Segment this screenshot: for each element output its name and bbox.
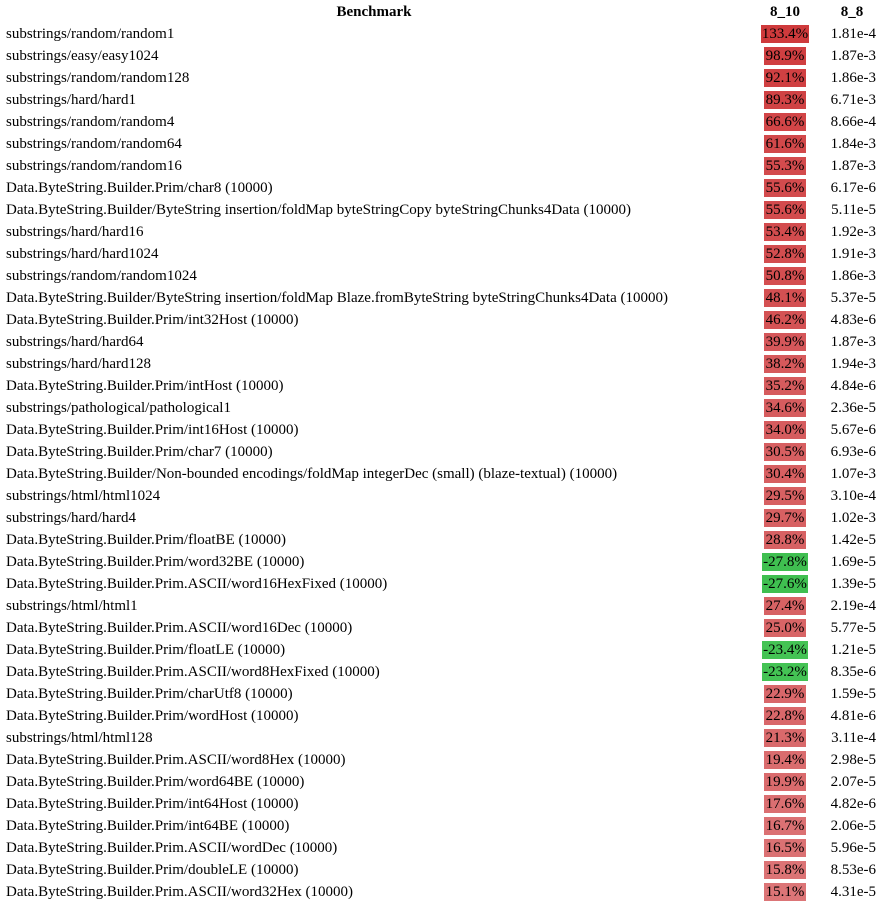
table-row [4, 112, 878, 132]
ratio-cell [746, 266, 824, 286]
ratio-cell [746, 310, 824, 330]
ratio-cell [746, 68, 824, 88]
table-row [4, 794, 878, 814]
table-row [4, 772, 878, 792]
base-time: 5.96e-5 [830, 840, 876, 856]
benchmark-name: Data.ByteString.Builder.Prim/int16Host (10000) [6, 422, 299, 438]
ratio-cell [746, 618, 824, 638]
ratio-cell [746, 772, 824, 792]
ratio-badge: 28.8% [765, 532, 805, 548]
ratio-badge: 98.9% [765, 48, 805, 64]
header-base: 8_8 [840, 3, 864, 20]
benchmark-name: Data.ByteString.Builder.Prim/word32BE (10000) [6, 554, 305, 570]
ratio-badge: 15.8% [765, 862, 805, 878]
ratio-cell [746, 288, 824, 308]
base-time: 2.98e-5 [830, 752, 876, 768]
benchmark-name: substrings/html/html1 [6, 598, 138, 614]
table-row [4, 618, 878, 638]
ratio-badge: 22.9% [765, 686, 805, 702]
base-time: 5.67e-6 [830, 422, 876, 438]
ratio-cell [746, 332, 824, 352]
ratio-badge: 66.6% [765, 114, 805, 130]
ratio-badge: 25.0% [765, 620, 805, 636]
benchmark-name: substrings/hard/hard4 [6, 510, 136, 526]
base-time: 1.86e-3 [830, 70, 876, 86]
ratio-badge: 16.7% [765, 818, 805, 834]
table-row [4, 46, 878, 66]
base-time: 1.87e-3 [830, 158, 876, 174]
ratio-badge: 17.6% [765, 796, 805, 812]
ratio-cell [746, 90, 824, 110]
ratio-cell [746, 156, 824, 176]
benchmark-name: Data.ByteString.Builder.Prim.ASCII/word8Hex (10000) [6, 752, 346, 768]
benchmark-name: Data.ByteString.Builder.Prim/word64BE (10000) [6, 774, 305, 790]
ratio-cell [746, 222, 824, 242]
benchmark-name: substrings/hard/hard1 [6, 92, 136, 108]
base-time: 2.19e-4 [830, 598, 876, 614]
base-time: 4.84e-6 [830, 378, 876, 394]
benchmark-name: Data.ByteString.Builder.Prim.ASCII/wordDec (10000) [6, 840, 338, 856]
ratio-badge: 133.4% [761, 26, 809, 42]
base-time: 4.81e-6 [830, 708, 876, 724]
base-time: 1.07e-3 [830, 466, 876, 482]
ratio-badge: 34.0% [765, 422, 805, 438]
base-time: 8.66e-4 [830, 114, 876, 130]
base-time: 8.35e-6 [830, 664, 876, 680]
ratio-cell [746, 794, 824, 814]
ratio-cell [746, 200, 824, 220]
table-row [4, 552, 878, 572]
ratio-cell [746, 486, 824, 506]
ratio-cell [746, 134, 824, 154]
table-row [4, 68, 878, 88]
base-time: 3.11e-4 [831, 730, 876, 746]
table-row [4, 640, 878, 660]
table-row [4, 464, 878, 484]
benchmark-name: Data.ByteString.Builder.Prim/wordHost (10000) [6, 708, 299, 724]
ratio-badge: 46.2% [765, 312, 805, 328]
ratio-badge: 22.8% [765, 708, 805, 724]
ratio-badge: 61.6% [765, 136, 805, 152]
ratio-cell [746, 860, 824, 880]
header-row [4, 2, 878, 22]
ratio-badge: -23.4% [763, 642, 807, 658]
base-time: 1.59e-5 [830, 686, 876, 702]
benchmark-name: substrings/hard/hard1024 [6, 246, 159, 262]
table-row [4, 310, 878, 330]
ratio-badge: -27.8% [763, 554, 807, 570]
base-time: 1.91e-3 [830, 246, 876, 262]
ratio-badge: 92.1% [765, 70, 805, 86]
base-time: 1.02e-3 [830, 510, 876, 526]
table-row [4, 728, 878, 748]
base-time: 1.42e-5 [830, 532, 876, 548]
benchmark-name: Data.ByteString.Builder/ByteString insertion/foldMap Blaze.fromByteString byteStringChunks4Data (10000) [6, 290, 668, 306]
benchmark-name: substrings/random/random1 [6, 26, 175, 42]
header-benchmark: Benchmark [336, 3, 412, 20]
base-time: 4.83e-6 [830, 312, 876, 328]
base-time: 5.37e-5 [830, 290, 876, 306]
benchmark-name: Data.ByteString.Builder.Prim/int64BE (10000) [6, 818, 290, 834]
table-row [4, 486, 878, 506]
ratio-cell [746, 684, 824, 704]
table-row [4, 750, 878, 770]
base-time: 1.39e-5 [830, 576, 876, 592]
header-ratio: 8_10 [770, 3, 800, 20]
base-time: 2.07e-5 [830, 774, 876, 790]
table-row [4, 398, 878, 418]
table-row [4, 288, 878, 308]
ratio-badge: 48.1% [765, 290, 805, 306]
benchmark-name: substrings/html/html1024 [6, 488, 161, 504]
ratio-badge: 52.8% [765, 246, 805, 262]
ratio-cell [746, 112, 824, 132]
table-row [4, 178, 878, 198]
ratio-cell [746, 662, 824, 682]
table-row [4, 354, 878, 374]
base-time: 1.87e-3 [830, 334, 876, 350]
ratio-cell [746, 24, 824, 44]
table-row [4, 508, 878, 528]
base-time: 4.82e-6 [830, 796, 876, 812]
base-time: 1.92e-3 [830, 224, 876, 240]
base-time: 1.86e-3 [830, 268, 876, 284]
table-row [4, 376, 878, 396]
ratio-cell [746, 706, 824, 726]
base-time: 4.31e-5 [830, 884, 876, 900]
base-time: 1.69e-5 [830, 554, 876, 570]
benchmark-name: Data.ByteString.Builder.Prim/floatLE (10000) [6, 642, 286, 658]
ratio-badge: 21.3% [765, 730, 805, 746]
ratio-badge: 34.6% [765, 400, 805, 416]
benchmark-name: substrings/random/random4 [6, 114, 175, 130]
benchmark-name: substrings/hard/hard16 [6, 224, 144, 240]
table-header [4, 2, 878, 22]
table-row [4, 684, 878, 704]
benchmark-name: substrings/easy/easy1024 [6, 48, 159, 64]
base-time: 6.71e-3 [830, 92, 876, 108]
benchmark-name: Data.ByteString.Builder.Prim/charUtf8 (10000) [6, 686, 293, 702]
ratio-cell [746, 882, 824, 902]
benchmark-name: Data.ByteString.Builder.Prim.ASCII/word32Hex (10000) [6, 884, 354, 900]
ratio-badge: 89.3% [765, 92, 805, 108]
benchmark-name: Data.ByteString.Builder.Prim/int32Host (10000) [6, 312, 299, 328]
benchmark-name: Data.ByteString.Builder.Prim/int64Host (10000) [6, 796, 299, 812]
table-row [4, 156, 878, 176]
table-row [4, 816, 878, 836]
ratio-cell [746, 376, 824, 396]
base-time: 1.84e-3 [830, 136, 876, 152]
ratio-cell [746, 552, 824, 572]
base-time: 2.06e-5 [830, 818, 876, 834]
benchmark-name: Data.ByteString.Builder.Prim.ASCII/word8HexFixed (10000) [6, 664, 380, 680]
ratio-cell [746, 464, 824, 484]
ratio-cell [746, 178, 824, 198]
benchmark-name: Data.ByteString.Builder.Prim.ASCII/word16Dec (10000) [6, 620, 353, 636]
ratio-cell [746, 816, 824, 836]
ratio-badge: 55.6% [765, 180, 805, 196]
ratio-badge: 27.4% [765, 598, 805, 614]
benchmark-name: Data.ByteString.Builder.Prim.ASCII/word16HexFixed (10000) [6, 576, 388, 592]
ratio-cell [746, 508, 824, 528]
ratio-badge: 19.9% [765, 774, 805, 790]
table-body [4, 24, 878, 902]
ratio-cell [746, 574, 824, 594]
table-row [4, 332, 878, 352]
ratio-badge: 35.2% [765, 378, 805, 394]
benchmark-name: Data.ByteString.Builder/Non-bounded encodings/foldMap integerDec (small) (blaze-textual) (10000) [6, 466, 618, 482]
base-time: 2.36e-5 [830, 400, 876, 416]
table-row [4, 222, 878, 242]
base-time: 5.77e-5 [830, 620, 876, 636]
base-time: 1.81e-4 [830, 26, 876, 42]
ratio-badge: 53.4% [765, 224, 805, 240]
ratio-cell [746, 838, 824, 858]
ratio-cell [746, 46, 824, 66]
ratio-cell [746, 596, 824, 616]
table-row [4, 838, 878, 858]
ratio-badge: 55.6% [765, 202, 805, 218]
table-row [4, 244, 878, 264]
table-row [4, 574, 878, 594]
ratio-badge: 29.7% [765, 510, 805, 526]
ratio-badge: 30.5% [765, 444, 805, 460]
benchmark-name: Data.ByteString.Builder.Prim/doubleLE (10000) [6, 862, 299, 878]
benchmark-name: Data.ByteString.Builder.Prim/intHost (10000) [6, 378, 284, 394]
ratio-cell [746, 398, 824, 418]
base-time: 6.93e-6 [830, 444, 876, 460]
benchmark-name: substrings/pathological/pathological1 [6, 400, 231, 416]
benchmark-name: Data.ByteString.Builder/ByteString insertion/foldMap byteStringCopy byteStringChunks4Data (10000) [6, 202, 631, 218]
table-row [4, 596, 878, 616]
ratio-cell [746, 354, 824, 374]
ratio-badge: 16.5% [765, 840, 805, 856]
base-time: 3.10e-4 [830, 488, 876, 504]
benchmark-name: substrings/random/random128 [6, 70, 190, 86]
base-time: 5.11e-5 [831, 202, 876, 218]
benchmark-name: Data.ByteString.Builder.Prim/char8 (10000) [6, 180, 273, 196]
table-row [4, 420, 878, 440]
ratio-badge: -27.6% [763, 576, 807, 592]
table-row [4, 882, 878, 902]
ratio-cell [746, 640, 824, 660]
table-row [4, 90, 878, 110]
table-row [4, 662, 878, 682]
table-row [4, 24, 878, 44]
benchmark-name: substrings/random/random16 [6, 158, 182, 174]
benchmark-name: Data.ByteString.Builder.Prim/floatBE (10000) [6, 532, 286, 548]
ratio-badge: 19.4% [765, 752, 805, 768]
table-row [4, 134, 878, 154]
benchmark-table [2, 0, 880, 904]
base-time: 6.17e-6 [830, 180, 876, 196]
ratio-badge: 29.5% [765, 488, 805, 504]
base-time: 1.87e-3 [830, 48, 876, 64]
table-row [4, 530, 878, 550]
ratio-badge: 38.2% [765, 356, 805, 372]
table-row [4, 860, 878, 880]
ratio-badge: 30.4% [765, 466, 805, 482]
ratio-cell [746, 750, 824, 770]
base-time: 1.21e-5 [830, 642, 876, 658]
benchmark-name: substrings/html/html128 [6, 730, 153, 746]
ratio-badge: 39.9% [765, 334, 805, 350]
benchmark-name: substrings/hard/hard128 [6, 356, 151, 372]
ratio-cell [746, 244, 824, 264]
benchmark-name: substrings/random/random1024 [6, 268, 197, 284]
ratio-badge: 15.1% [765, 884, 805, 900]
ratio-badge: 55.3% [765, 158, 805, 174]
benchmark-name: substrings/random/random64 [6, 136, 182, 152]
ratio-badge: 50.8% [765, 268, 805, 284]
base-time: 1.94e-3 [830, 356, 876, 372]
table-row [4, 442, 878, 462]
base-time: 8.53e-6 [830, 862, 876, 878]
ratio-cell [746, 728, 824, 748]
table-row [4, 266, 878, 286]
benchmark-name: Data.ByteString.Builder.Prim/char7 (10000) [6, 444, 273, 460]
ratio-cell [746, 420, 824, 440]
table-row [4, 200, 878, 220]
ratio-cell [746, 530, 824, 550]
ratio-cell [746, 442, 824, 462]
ratio-badge: -23.2% [763, 664, 807, 680]
benchmark-name: substrings/hard/hard64 [6, 334, 144, 350]
table-row [4, 706, 878, 726]
